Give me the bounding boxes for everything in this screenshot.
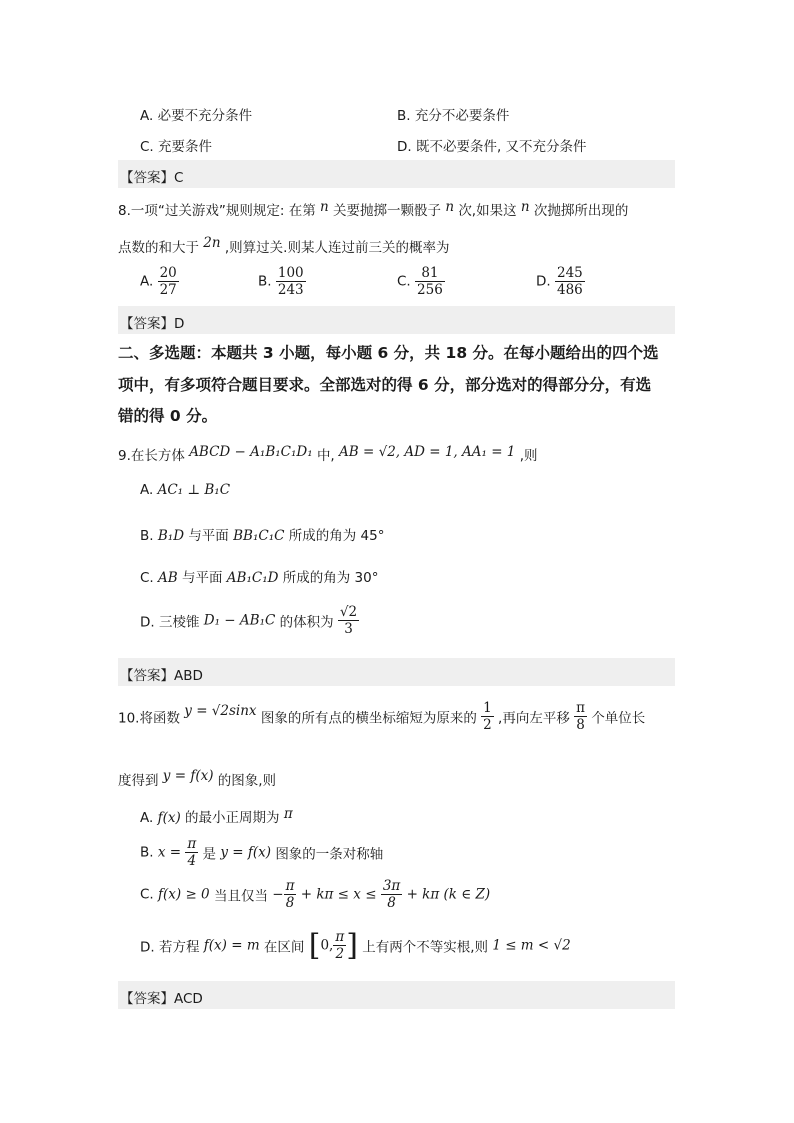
q8-stem-line1: 8.一项“过关游戏”规则规定: 在第 n 关要抛掷一颗骰子 n 次,如果这 n 次抛掷所出现的 bbox=[118, 199, 629, 219]
q7-option-d: D. 既不必要条件, 又不充分条件 bbox=[397, 139, 587, 155]
q10-option-c: C. f(x) ≥ 0 当且仅当 − $\frac{\pi}{8}$ + kπ ≤ x ≤ $\frac{3\pi}{8}$ + kπ (k ∈ Z) bbox=[140, 878, 491, 911]
q9-option-b: B. B₁D 与平面 BB₁C₁C 所成的角为 45° bbox=[140, 528, 385, 544]
q9-option-d: D. 三棱锥 D₁ − AB₁C 的体积为 $\frac{√2}{3}$ bbox=[140, 604, 358, 637]
q9-answer: 【答案】ABD bbox=[120, 668, 203, 684]
q7-option-b: B. 充分不必要条件 bbox=[397, 108, 510, 124]
q7-answer: 【答案】C bbox=[120, 170, 184, 186]
q8-stem-line2: 点数的和大于 2n ,则算过关.则某人连过前三关的概率为 bbox=[118, 235, 450, 256]
q10-option-a: A. f(x) 的最小正周期为 π bbox=[140, 806, 293, 826]
q8-option-c: C. $\frac{81}{256}$ bbox=[397, 265, 443, 298]
q10-answer: 【答案】ACD bbox=[120, 991, 203, 1007]
q8-option-d: D. $\frac{245}{486}$ bbox=[536, 265, 583, 298]
q8-option-a: A. $\frac{20}{27}$ bbox=[140, 265, 177, 298]
q9-answer-bar bbox=[118, 658, 675, 686]
q10-answer-bar bbox=[118, 981, 675, 1009]
section2-heading-line3: 错的得 0 分。 bbox=[118, 407, 218, 425]
q10-stem-line2: 度得到 y = f(x) 的图象,则 bbox=[118, 768, 277, 789]
q7-option-c: C. 充要条件 bbox=[140, 139, 213, 155]
q8-option-b: B. $\frac{100}{243}$ bbox=[258, 265, 304, 298]
q9-option-c: C. AB 与平面 AB₁C₁D 所成的角为 30° bbox=[140, 570, 379, 586]
section2-heading-line1: 二、多选题：本题共 3 小题，每小题 6 分，共 18 分。在每小题给出的四个选 bbox=[118, 344, 659, 362]
q7-option-a: A. 必要不充分条件 bbox=[140, 108, 253, 124]
q8-answer-bar bbox=[118, 306, 675, 334]
q9-option-a: A. AC₁ ⊥ B₁C bbox=[140, 482, 231, 498]
q10-stem-line1: 10.将函数 y = √2sinx 图象的所有点的横坐标缩短为原来的 $\frac{1}{2}$ ,再向左平移 $\frac{\pi}{8}$ 个单位长 bbox=[118, 700, 646, 733]
section2-heading-line2: 项中，有多项符合题目要求。全部选对的得 6 分，部分选对的得部分分，有选 bbox=[118, 376, 652, 394]
q7-answer-bar bbox=[118, 160, 675, 188]
q10-option-b: B. x = $\frac{\pi}{4}$ 是 y = f(x) 图象的一条对称轴 bbox=[140, 836, 384, 869]
q8-answer: 【答案】D bbox=[120, 316, 185, 332]
q10-option-d: D. 若方程 f(x) = m 在区间 [0, $\frac{\pi}{2}$ ] 上有两个不等实根,则 1 ≤ m < √2 bbox=[140, 928, 571, 963]
q9-stem: 9.在长方体 ABCD − A₁B₁C₁D₁ 中, AB = √2, AD = 1, AA₁ = 1 ,则 bbox=[118, 444, 538, 464]
